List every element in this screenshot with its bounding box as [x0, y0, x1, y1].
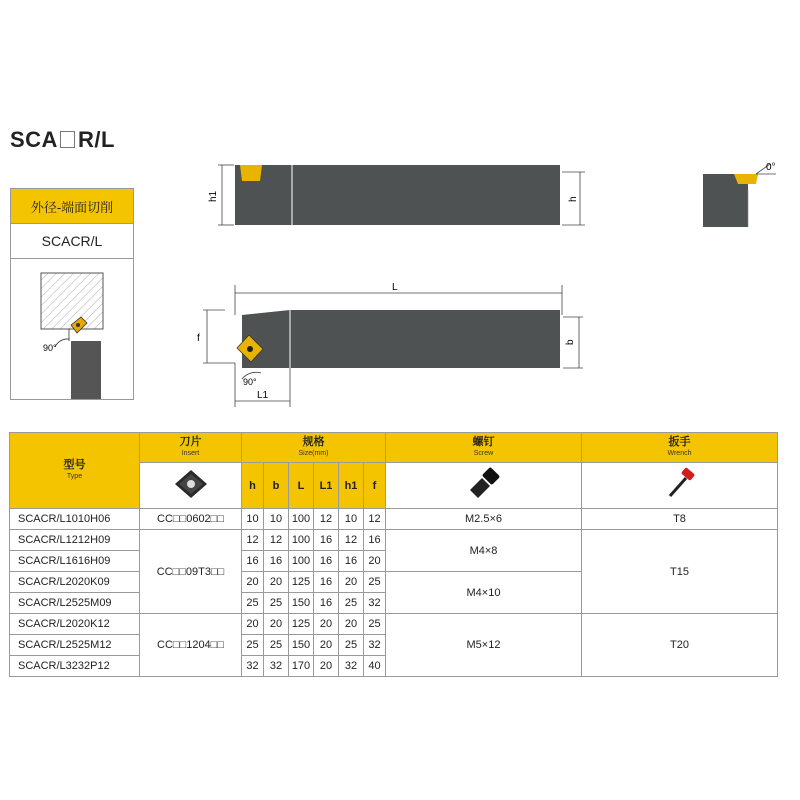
insert-image-cell: [140, 463, 242, 509]
insert-icon: [169, 466, 213, 502]
header-spec: 规格 Size(mm): [242, 433, 386, 463]
table-row: SCACR/L2020K09 20 20 125 16 20 25 M4×10: [10, 572, 778, 593]
wrench-cell: T15: [582, 530, 778, 614]
spec-table: [9, 432, 778, 677]
insert-cell: CC□□1204□□: [140, 614, 242, 677]
insert-cell: CC□□0602□□: [140, 509, 242, 530]
page-title: SCA R/L: [10, 127, 115, 152]
insert-cell: CC□□09T3□□: [140, 530, 242, 614]
screw-cell: M2.5×6: [386, 509, 582, 530]
operation-code: SCACR/L: [11, 224, 133, 259]
header-insert: 刀片 Insert: [140, 433, 242, 463]
table-row: SCACR/L2525M12 25 25 150 20 25 32: [10, 635, 778, 656]
wrench-cell: T8: [582, 509, 778, 530]
header-screw: 螺钉 Screw: [386, 433, 582, 463]
screw-cell: M4×10: [386, 572, 582, 614]
dim-h1: h1: [208, 190, 219, 202]
col-L1: L1: [314, 463, 339, 509]
screw-icon: [464, 466, 504, 502]
table-row: SCACR/L1616H09 16 16 100 16 16 20: [10, 551, 778, 572]
dim-f: f: [197, 333, 200, 344]
table-row: SCACR/L2525M09 25 25 150 16 25 32: [10, 593, 778, 614]
tool-top-view: [195, 275, 595, 415]
facing-illustration: [11, 259, 133, 399]
angle-label: 90°: [43, 343, 57, 353]
tool-end-view: [698, 150, 788, 240]
dim-L: L: [392, 282, 398, 293]
wrench-cell: T20: [582, 614, 778, 677]
header-type: 型号 Type: [10, 433, 140, 509]
blank-box: [60, 131, 75, 148]
wrench-image-cell: [582, 463, 778, 509]
dim-b: b: [565, 339, 576, 345]
operation-card: [10, 188, 134, 400]
dim-angle: 0°: [766, 162, 776, 173]
screw-cell: M4×8: [386, 530, 582, 572]
table-row: SCACR/L1212H09 CC□□09T3□□ 12 12 100 16 12 16 M4×8 T15: [10, 530, 778, 551]
screw-image-cell: [386, 463, 582, 509]
col-h1: h1: [339, 463, 364, 509]
tool-front-view: [200, 150, 590, 240]
dim-90: 90°: [243, 377, 257, 387]
header-wrench: 扳手 Wrench: [582, 433, 778, 463]
dim-L1: L1: [257, 390, 269, 401]
col-b: b: [264, 463, 289, 509]
col-h: h: [242, 463, 264, 509]
table-row: SCACR/L3232P12 32 32 170 20 32 40: [10, 656, 778, 677]
wrench-icon: [660, 466, 700, 502]
col-f: f: [364, 463, 386, 509]
col-L: L: [289, 463, 314, 509]
table-row: SCACR/L1010H06 CC□□0602□□ 10 10 100 12 10 12 M2.5×6 T8: [10, 509, 778, 530]
table-row: SCACR/L2020K12 CC□□1204□□ 20 20 125 20 20 25 M5×12 T20: [10, 614, 778, 635]
operation-category: 外径-端面切削: [11, 189, 133, 224]
screw-cell: M5×12: [386, 614, 582, 677]
dim-h: h: [568, 196, 579, 202]
